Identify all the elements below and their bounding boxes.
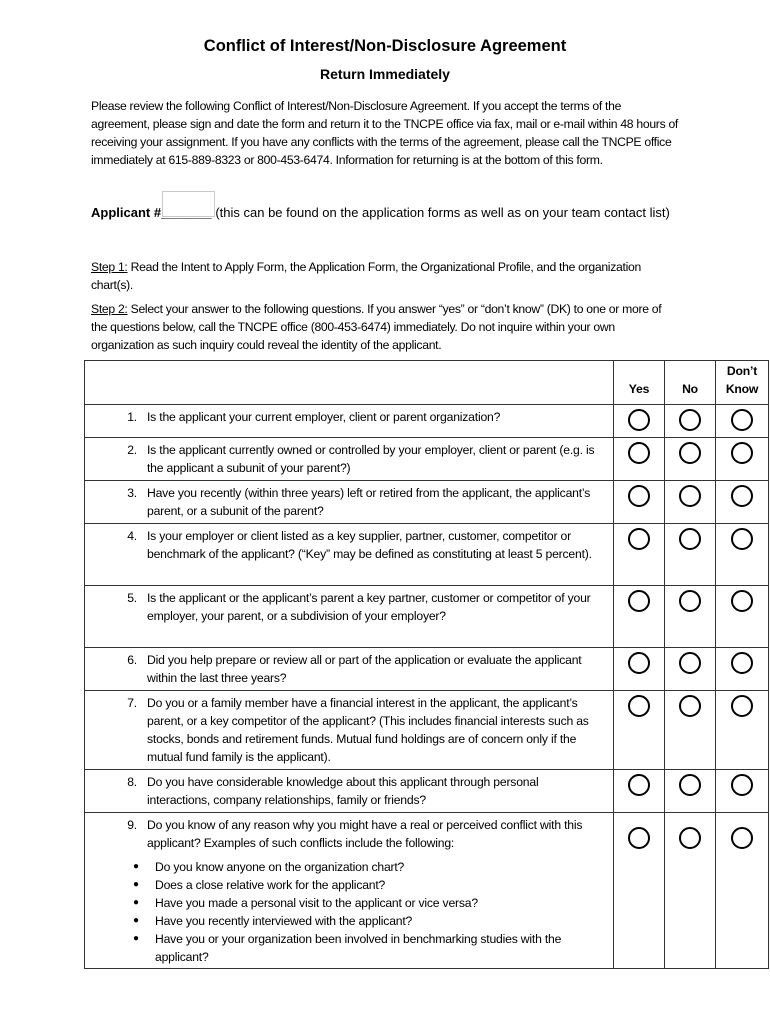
table-row — [85, 481, 769, 524]
table-row — [85, 405, 769, 438]
dont-know-cell — [716, 770, 769, 813]
list-item: ● Have you or your organization been involved in benchmarking studies with the applicant? — [111, 930, 603, 966]
no-cell — [665, 524, 716, 586]
list-item: ● Does a close relative work for the applicant? — [111, 876, 603, 894]
question-number: 7. — [127, 696, 137, 710]
step-2 — [91, 300, 671, 354]
step-2-text: Select your answer to the following questions. If you answer “yes” or “don’t know” (DK) to one or more of the questions below, call the TNCPE office (800-453-6474) immediately. Do not inquire within your own organization as such inquiry could reveal the identity of the applicant. — [91, 302, 662, 352]
no-radio[interactable] — [679, 695, 701, 717]
step-1-label: Step 1: — [91, 260, 128, 274]
no-cell — [665, 770, 716, 813]
question-text: Did you help prepare or review all or part of the application or evaluate the applicant within the last three years? — [147, 653, 582, 685]
step-1 — [91, 258, 671, 294]
table-row — [85, 586, 769, 648]
yes-radio[interactable] — [628, 827, 650, 849]
yes-radio[interactable] — [628, 442, 650, 464]
questions-table — [84, 360, 769, 969]
dont-know-radio[interactable] — [731, 774, 753, 796]
question-number: 1. — [127, 410, 137, 424]
no-cell — [665, 648, 716, 691]
question-text: Do you know of any reason why you might have a real or perceived conflict with this applicant? Examples of such conflicts include the following: — [147, 818, 583, 850]
question-cell — [85, 524, 614, 586]
yes-radio[interactable] — [628, 695, 650, 717]
no-radio[interactable] — [679, 485, 701, 507]
yes-radio[interactable] — [628, 528, 650, 550]
yes-cell — [614, 648, 665, 691]
question-text: Is the applicant or the applicant’s parent a key partner, customer or competitor of your employer, your parent, or a subdivision of your employer? — [147, 591, 591, 623]
yes-cell — [614, 691, 665, 770]
list-item: ● Do you know anyone on the organization chart? — [111, 858, 603, 876]
table-row — [85, 770, 769, 813]
no-cell — [665, 691, 716, 770]
question-number: 6. — [127, 653, 137, 667]
question-text: Is the applicant your current employer, client or parent organization? — [147, 410, 501, 424]
question-text: Is your employer or client listed as a key supplier, partner, customer, competitor or benchmark of the applicant? (“Key” may be defined as constituting at least 5 percent). — [147, 529, 592, 561]
yes-radio[interactable] — [628, 485, 650, 507]
dont-know-cell — [716, 405, 769, 438]
dont-know-cell — [716, 586, 769, 648]
yes-cell — [614, 770, 665, 813]
list-item: ● Have you recently interviewed with the applicant? — [111, 912, 603, 930]
no-radio[interactable] — [679, 409, 701, 431]
dont-know-radio[interactable] — [731, 827, 753, 849]
question-number: 4. — [127, 529, 137, 543]
q9-bullet-list — [111, 858, 603, 966]
question-text: Do you have considerable knowledge about this applicant through personal interactions, company relationships, family or friends? — [147, 775, 539, 807]
dont-know-radio[interactable] — [731, 528, 753, 550]
question-text: Do you or a family member have a financial interest in the applicant, the applicant’s parent, or a key competitor of the applicant? (This includes financial interests such as stocks, bonds and retirement funds. Mutual fund holdings are of concern only if the mutual fund family is the applicant). — [147, 696, 589, 764]
no-radio[interactable] — [679, 774, 701, 796]
table-row — [85, 648, 769, 691]
yes-cell — [614, 586, 665, 648]
no-radio[interactable] — [679, 827, 701, 849]
dont-know-radio[interactable] — [731, 695, 753, 717]
yes-cell — [614, 813, 665, 969]
question-cell — [85, 586, 614, 648]
table-row — [85, 691, 769, 770]
no-radio[interactable] — [679, 442, 701, 464]
list-item: ● Have you made a personal visit to the applicant or vice versa? — [111, 894, 603, 912]
question-number: 3. — [127, 486, 137, 500]
intro-paragraph: Please review the following Conflict of Interest/Non-Disclosure Agreement. If you accept the terms of the agreement, please sign and date the form and return it to the TNCPE office via fax, mail or e-mail within 48 hours of receiving your assignment. If you have any conflicts with the terms of the agreement, please call the TNCPE office immediately at 615-889-8323 or 800-453-6474. Information for returning is at the bottom of this form. — [91, 99, 679, 167]
table-row — [85, 813, 769, 969]
no-cell — [665, 813, 716, 969]
no-radio[interactable] — [679, 652, 701, 674]
question-cell — [85, 438, 614, 481]
yes-radio[interactable] — [628, 590, 650, 612]
applicant-note: (this can be found on the application forms as well as on your team contact list) — [215, 205, 670, 220]
no-column-header: No — [665, 361, 716, 405]
dont-know-cell — [716, 524, 769, 586]
question-text: Is the applicant currently owned or controlled by your employer, client or parent (e.g. is the applicant a subunit of your parent?) — [147, 443, 595, 475]
yes-cell — [614, 524, 665, 586]
no-cell — [665, 586, 716, 648]
question-text: Have you recently (within three years) left or retired from the applicant, the applicant’s parent, or a subunit of the parent? — [147, 486, 591, 518]
question-cell — [85, 405, 614, 438]
table-row — [85, 524, 769, 586]
no-cell — [665, 438, 716, 481]
dont-know-radio[interactable] — [731, 442, 753, 464]
question-cell — [85, 648, 614, 691]
question-number: 8. — [127, 775, 137, 789]
yes-cell — [614, 481, 665, 524]
no-radio[interactable] — [679, 590, 701, 612]
yes-radio[interactable] — [628, 409, 650, 431]
dont-know-cell — [716, 691, 769, 770]
step-1-text: Read the Intent to Apply Form, the Application Form, the Organizational Profile, and the organization chart(s). — [91, 260, 641, 292]
applicant-line — [91, 203, 691, 222]
dont-know-radio[interactable] — [731, 652, 753, 674]
table-row — [85, 438, 769, 481]
dont-know-radio[interactable] — [731, 485, 753, 507]
yes-radio[interactable] — [628, 774, 650, 796]
step-2-label: Step 2: — [91, 302, 128, 316]
yes-cell — [614, 405, 665, 438]
dont-know-cell — [716, 648, 769, 691]
no-radio[interactable] — [679, 528, 701, 550]
yes-radio[interactable] — [628, 652, 650, 674]
no-cell — [665, 405, 716, 438]
no-cell — [665, 481, 716, 524]
dont-know-radio[interactable] — [731, 409, 753, 431]
question-cell — [85, 481, 614, 524]
page-title: Conflict of Interest/Non-Disclosure Agreement — [203, 37, 567, 55]
applicant-label: Applicant #_______ — [91, 205, 212, 220]
dont-know-cell — [716, 438, 769, 481]
yes-column-header: Yes — [614, 361, 665, 405]
question-cell — [85, 813, 614, 969]
page-subtitle: Return Immediately — [320, 66, 450, 82]
question-number: 2. — [127, 443, 137, 457]
dont-know-column-header: Don’t Know — [716, 361, 769, 405]
dont-know-cell — [716, 481, 769, 524]
yes-cell — [614, 438, 665, 481]
dont-know-radio[interactable] — [731, 590, 753, 612]
question-cell — [85, 691, 614, 770]
dont-know-cell — [716, 813, 769, 969]
question-number: 5. — [127, 591, 137, 605]
question-number: 9. — [127, 818, 137, 832]
question-column-header — [85, 361, 614, 405]
question-cell — [85, 770, 614, 813]
